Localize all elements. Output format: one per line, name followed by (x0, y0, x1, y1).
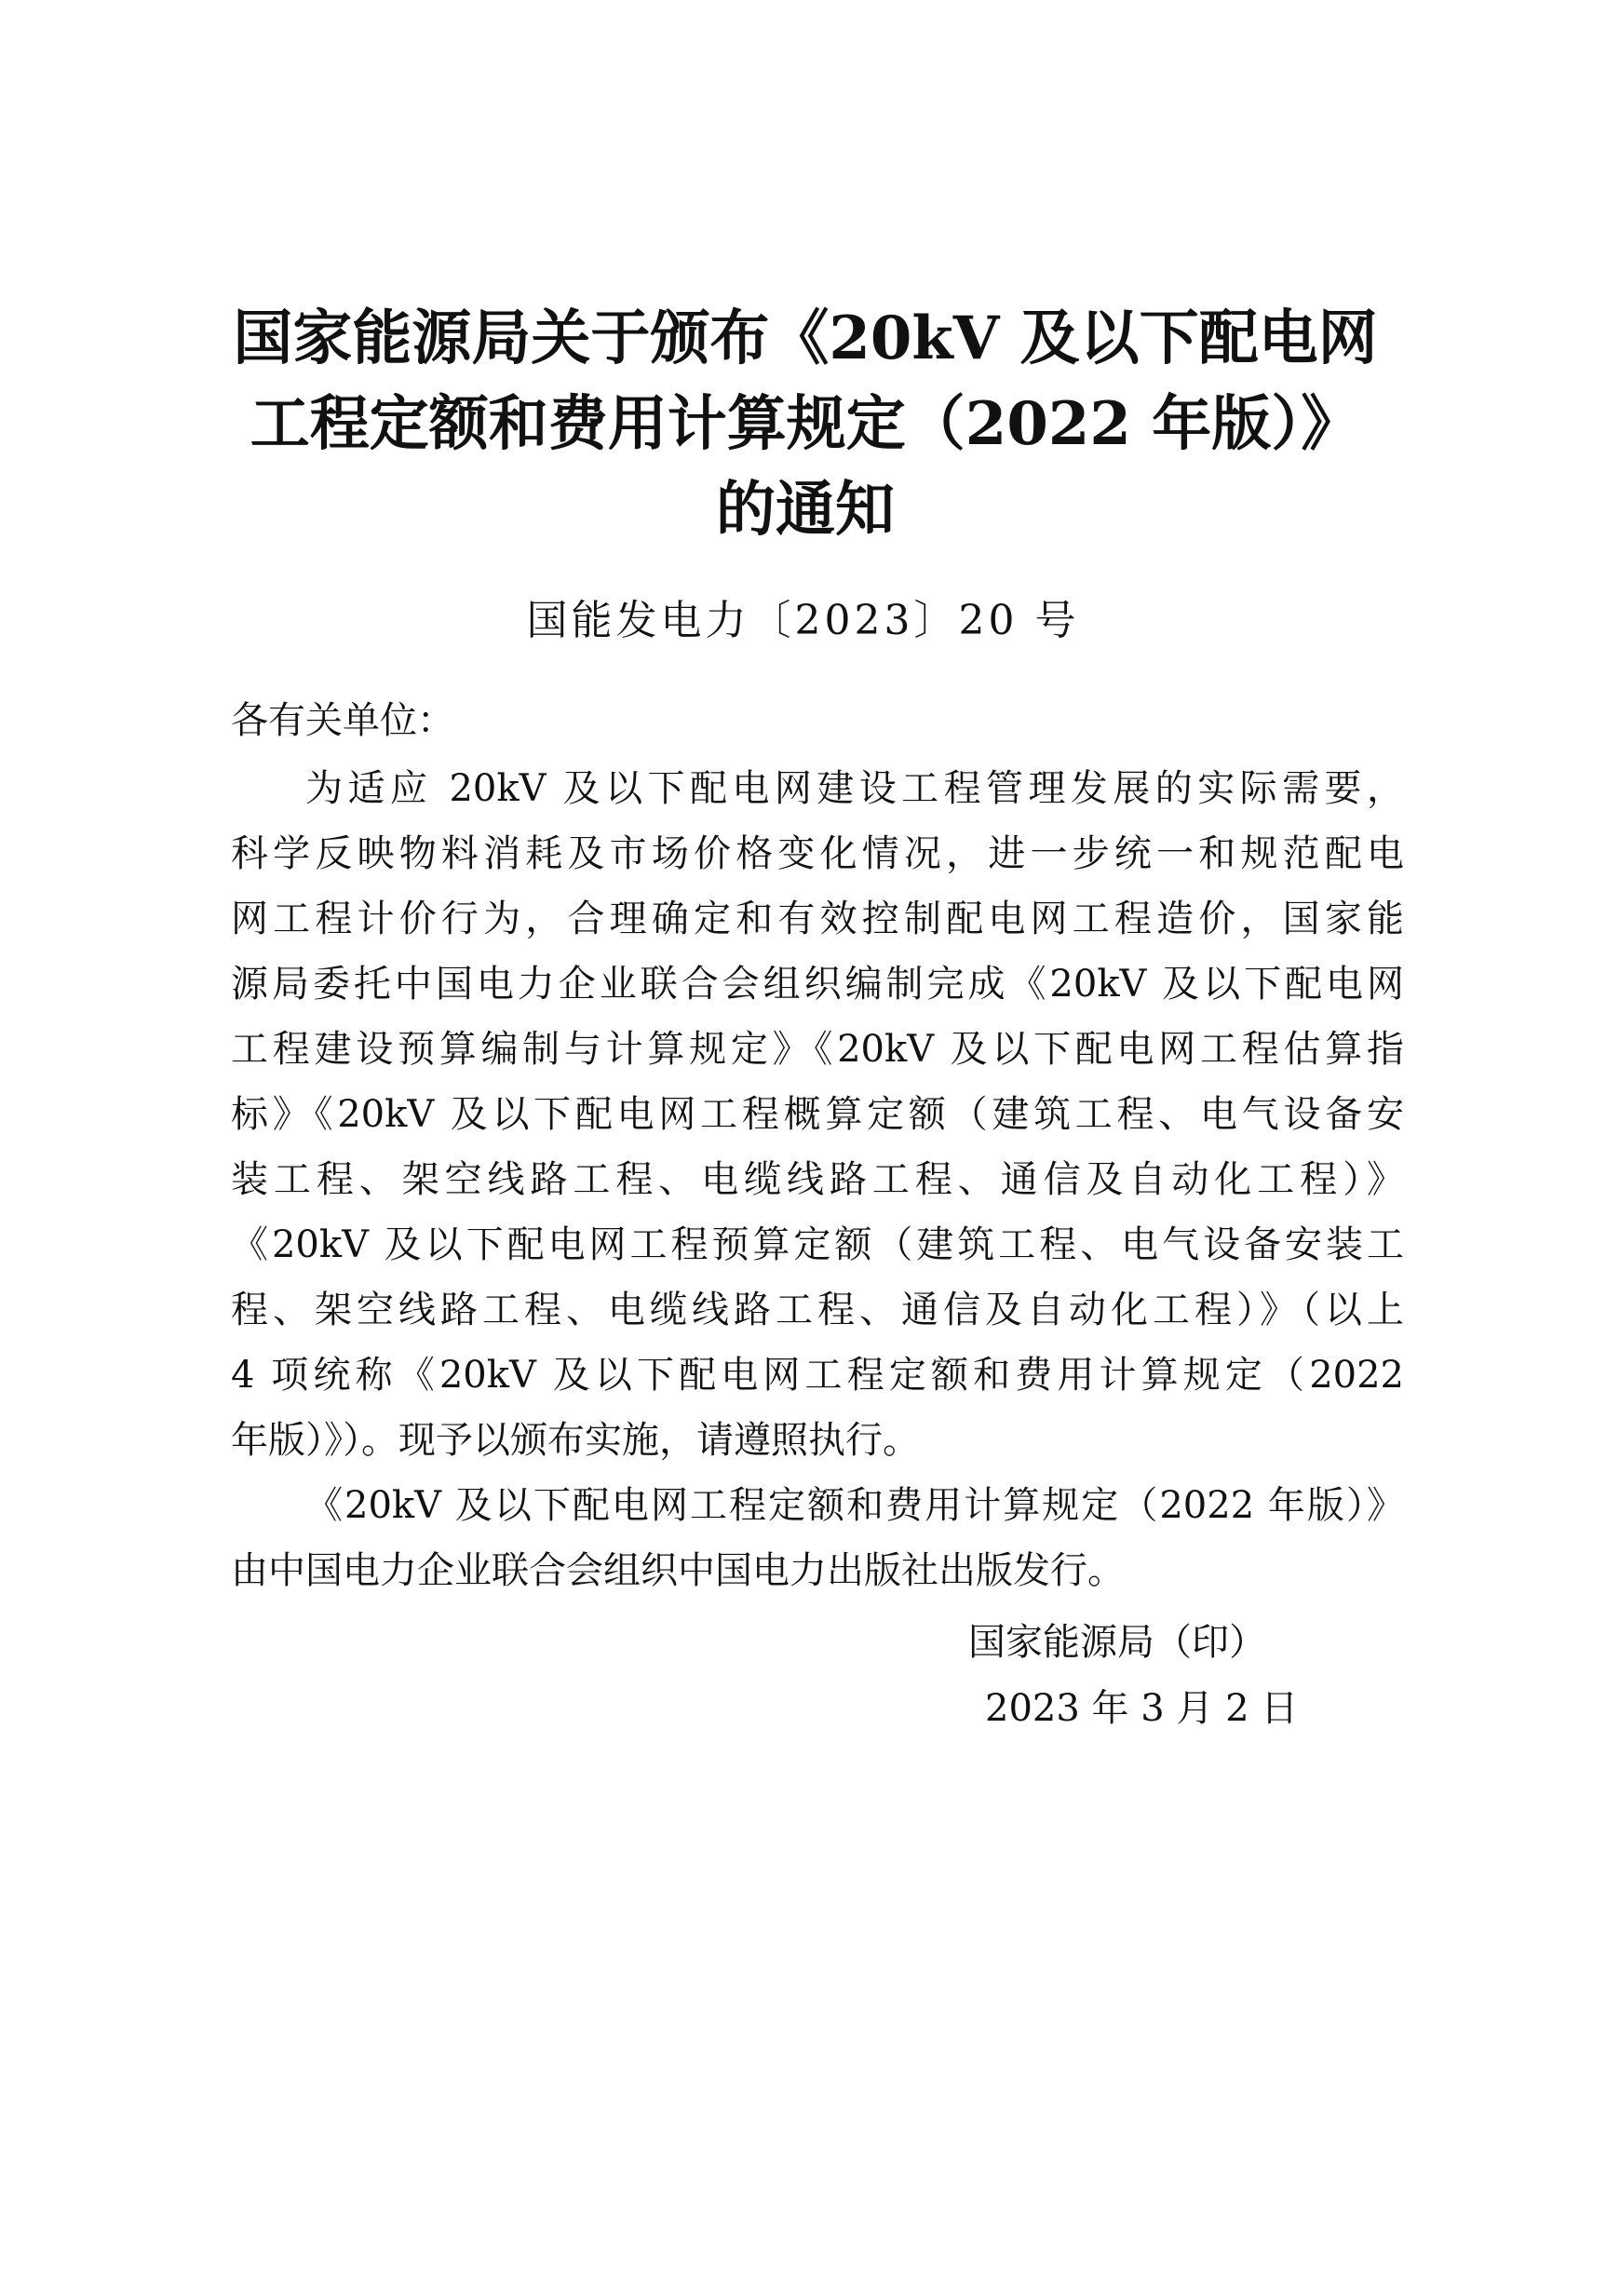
body-line: 网工程计价行为，合理确定和有效控制配电网工程造价，国家能 (231, 898, 1404, 940)
document-title (205, 296, 1406, 553)
salutation: 各有关单位： (231, 699, 454, 742)
body-line: 4 项统称《20kV 及以下配电网工程定额和费用计算规定（2022 (231, 1354, 1404, 1397)
body-line: 《20kV 及以下配电网工程预算定额（建筑工程、电气设备安装工 (231, 1223, 1404, 1266)
body-line: 工程建设预算编制与计算规定》《20kV 及以下配电网工程估算指 (231, 1028, 1404, 1071)
title-line-3: 的通知 (716, 475, 895, 545)
body-line: 为适应 20kV 及以下配电网建设工程管理发展的实际需要， (305, 767, 1404, 810)
title-line-1: 国家能源局关于颁布《20kV 及以下配电网 (233, 304, 1378, 373)
title-line-2: 工程定额和费用计算规定（2022 年版）》 (250, 389, 1361, 459)
document-body (231, 756, 1404, 1603)
body-line: 科学反映物料消耗及市场价格变化情况，进一步统一和规范配电 (231, 832, 1404, 875)
issue-date: 2023 年 3 月 2 日 (985, 1687, 1299, 1730)
body-line: 标》《20kV 及以下配电网工程概算定额（建筑工程、电气设备安 (231, 1093, 1404, 1136)
body-line: 程、架空线路工程、电缆线路工程、通信及自动化工程）》（以上 (231, 1289, 1404, 1331)
issuer-signature: 国家能源局（印） (968, 1621, 1266, 1664)
document-number: 国能发电力〔2023〕20 号 (526, 597, 1080, 644)
body-line: 由中国电力企业联合会组织中国电力出版社出版发行。 (231, 1549, 1125, 1592)
body-line: 年版）》）。现予以颁布实施，请遵照执行。 (231, 1419, 920, 1462)
body-line: 装工程、架空线路工程、电缆线路工程、通信及自动化工程）》 (231, 1158, 1404, 1201)
body-line: 《20kV 及以下配电网工程定额和费用计算规定（2022 年版）》 (305, 1484, 1404, 1527)
body-line: 源局委托中国电力企业联合会组织编制完成《20kV 及以下配电网 (231, 963, 1404, 1006)
